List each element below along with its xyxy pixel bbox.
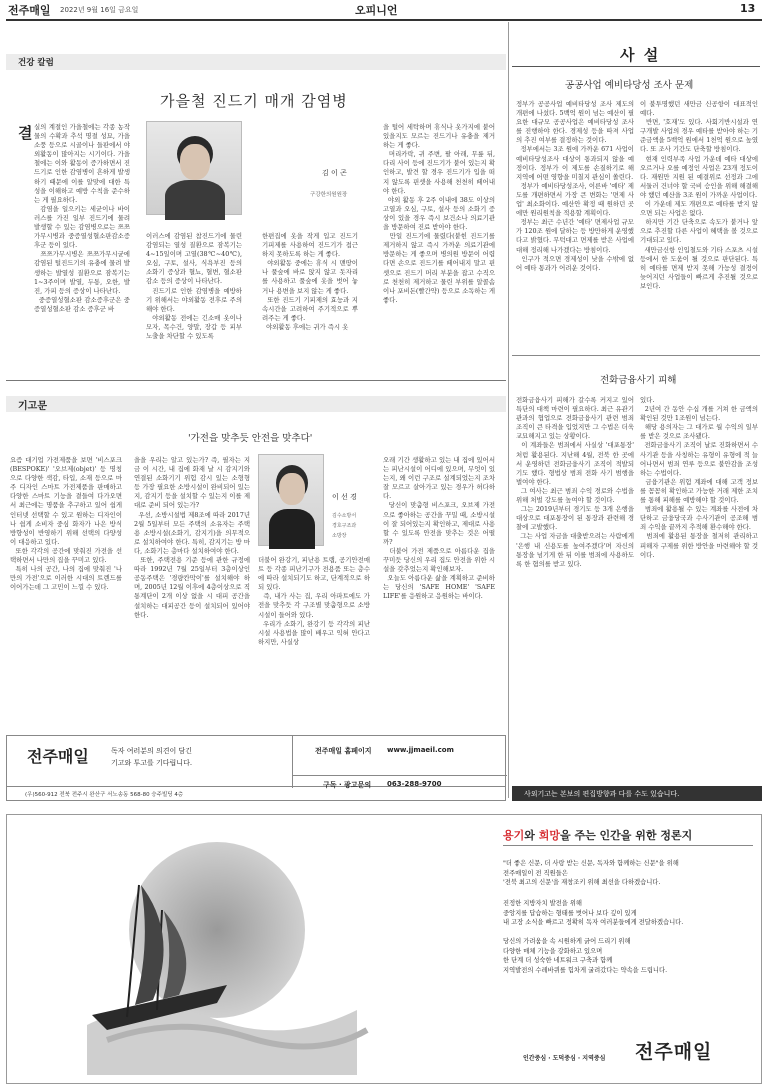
ad-headline xyxy=(503,827,692,843)
masthead-logo: 전주매일 xyxy=(8,4,51,17)
ad-frame xyxy=(6,814,762,1084)
masthead-page-number: 13 xyxy=(740,2,756,15)
author-photo xyxy=(146,121,242,215)
editorial-body-2b: 있다. 2년여 간 동안 수십 개를 거쳐 한 금액의 확인된 것만 1조원이 넘는다. 해당 용의자는 그 대가로 월 수익의 일부를 받은 것으로 조사됐다. 전화금융사기 조직이 날로 진화하면서 수사기관 등을 사칭하는 유형이 유형에 적 늘어나면서 범죄 연루 등으로 불안감을 조성하는 수법이다. 금융기관은 위험 계좌에 대해 고객 정보를 꼼꼼히 확인하고 가능한 거래 제한 조치를 통해 피해를 예방해야 할 것이다. 범죄에 활용될 수 있는 계좌를 사전에 차단하고 금융당국과 수사기관이 공조해 범죄 수익을 끝까지 추적해 환수해야 한다. 범죄에 활용된 통장을 철저히 관리하고 피해자 구제를 위한 방안을 마련해야 할 것이다. xyxy=(640,396,758,559)
gigo-title: '가전을 맞추듯 안전을 맞추다' xyxy=(188,433,313,444)
gigo-body-col2: 을을 우리는 알고 있는가? 즉, 필자는 지금 이 시간, 내 집에 화재 날 시 감지기와 연결된 소화기기 위험 감시 있는 소형형 등 가장 필요한 소방시설이 완비되어 있는지, 감지기 등을 설치할 수 있는지 이를 제대로 준비 되어 있는가? 우선, 소방시설법 제8조에 따라 2017년 2월 5일부터 모든 주택의 소유자는 주택용 소방시설(소화기, 감지기)을 의무적으로 설치하여야 한다. 특히, 감지기는 방 마다, 소화기는 층마다 설치하여야 한다. 또한, 주택전용 기준 등에 관한 규정에 따라 1992년 7월 25일부터 3층이상인 공동주택은 '경량칸막이'를 설치해야 하며, 2005년 12월 이후에 4층이상으로 직통계단이 2개 이상 없을 시 대피 공간을 설치하는 대피공간 등이 설치되어 있어야 한다. xyxy=(134,456,250,619)
editorial-body-1b: 이 불투명했던 새만금 신공항이 대표적인 예다. 반면, '호재'도 있다. 사회기반시설과 연구개발 사업의 경우 예타를 받아야 하는 기준금액을 5백억 원에서 1천억 원으로 높였다. 또 조사 기간도 단축할 방침이다. 현재 인력부족 사업 가운데 예타 대상에 오르거나 오를 예정인 사업은 23개 정도이다. 재원만 지원 된 예결위로 선정과 그에 서둘러 건너야 할 국비 승인을 위해 해결해야 했던 예산을 3조 원이 가까운 사업이다. 이 가운데 제도 개편으로 예타를 받지 않으면 되는 사업은 없다. 하지만 기간 단축으로 속도가 붙거나 앞으로 추진할 다른 사업이 혜택을 볼 것으로 기대되고 있다. 새만금신항 인입철도와 기타 스포츠 시설 등에서 한 도움이 될 것으로 판단된다. 특히 예타를 면제 받지 못해 가능성 결정이 늦어지던 사업들이 빠르게 추진될 것으로 보인다. xyxy=(640,100,758,290)
ad-headline-yong: 용기 xyxy=(503,829,525,842)
editorial-title-2: 전화금융사기 피해 xyxy=(600,375,677,386)
ad-paragraph-3: 당신의 가려움을 속 시원하게 긁어 드리기 위해 다양한 매체 기능을 강화하고 있으며 한 단계 더 성숙한 네트워크 구축과 함께 지역발전의 수레바퀴를 힘차게 굴려갔다는 약속을 드립니다. xyxy=(503,938,668,974)
gigo-category: 기고문 xyxy=(18,401,47,412)
gigo-header xyxy=(6,396,506,412)
gigo-body-col4: 오래 기간 생활하고 있는 내 집에 있어서는 피난시설이 어디에 있으며, 무엇이 있는지, 왜 이런 구조로 설계되었는지 조차 잘 모르고 살아가고 있는 경우가 허다하다. 당신이 맞춤형 비스포크, 오브제 가전으로 좋아하는 공간을 꾸밀 때, 소방시설이 잘 되어있는지 확인하고, 제대로 사용할 수 있도록 안전을 맞추는 것은 어떨까? 더불어 가전 제품으로 아름다운 집을 꾸미듯 당신의 우리 집도 안전을 위한 시설을 갖추었는지 확인해보자. 오늘도 아름다운 삶을 계획하고 준비하는 당신의 'SAFE HOME' 'SAFE LIFE'를 응원하고 응원하는 바이다. xyxy=(383,456,495,601)
health-column-body-col4: 을 털어 세탁하며 휴식나 옷가지에 붙어 있을지도 모르는 진드기나 유충을 제거하는 게 좋다. 머리카락, 귀 주변, 팔 아래, 무릎 뒤, 다리 사이 등에 진드기가 붙어 있는지 확인하고, 발견 할 경우 진드기가 입을 떠지 않도록 핀셋을 사용해 천천히 떼어내야 한다. 야외 활동 후 2주 이내에 38도 이상의 고열과 오심, 구토, 설사 등의 소화기 증상이 있을 경우 즉시 보건소나 의료기관을 방문하여 진료 받아야 한다. 만일 진드기에 물렸다(붙힌 진드기를 제거하지 않고 즉시 가까운 의료기관에 방문하는 게 좋으며 병의원 방문이 어렵다면 손으로 진드기를 떼어내지 말고 핀셋으로 진드기 머리 부분을 잡고 수직으로 천천히 제거하고 물린 부위를 알콜솜이나 포비돈(빨간약) 등으로 소독하는 게 좋다. xyxy=(383,123,495,304)
ad-logo: 전주매일 xyxy=(635,1041,713,1063)
author-name: 김 이 곤 xyxy=(322,169,347,177)
health-column-title: 가을철 진드기 매개 감염병 xyxy=(160,92,348,110)
contribute-box-line1: 독자 여러분의 의견이 담긴 xyxy=(111,747,193,755)
editorial-label: 사 설 xyxy=(620,46,661,64)
phone-number: 063-288-9700 xyxy=(387,780,442,788)
ad-paragraph-1: "더 좋은 신문, 더 사랑 받는 신문, 독자와 함께하는 신문"을 위해 전주매일이 전 직원들은 '전북 최고의 신문'을 재창조키 위해 최선을 다하겠습니다. xyxy=(503,860,679,886)
gigo-author-title3: 소방장 xyxy=(332,533,347,539)
address-bar xyxy=(6,780,506,801)
health-column-header xyxy=(6,54,506,70)
gigo-body-col3: 더불어 완강기, 피난용 트랩, 공기안전매트 등 각종 피난기구가 전용품 또는 층수에 따라 설치되기도 하고, 단계적으로 하되 있다. 즉, 내가 사는 집, 우리 아파트에도 가전을 맞추듯 각 구조별 맞춤형으로 소방시설이 들어와 있다. 우리가 소화기, 완강기 등 각각의 피난시설 사용법을 많이 배우고 익혀 안다고 하지만, 사실상 xyxy=(258,556,370,646)
contribute-box-line2: 기고와 투고를 기다립니다. xyxy=(111,759,193,767)
phone-label: 구독 · 광고문의 xyxy=(323,781,372,789)
gigo-body-col1: 요즘 대기업 가전제품을 보면 '비스포크(BESPOKE)' '오브제(objet)' 등 명칭으로 다양한 색감, 타입, 소재 등으로 마주 디자인 스마트 가전제품을 판매하고 다양한 스마트 기능을 곁들여 다가오면서 최근에는 명품을 추구하고 있어 쉽게 인터넷 선택할 수 있고 원하는 디자인이나 쉽게 소비자 중심 화자가 나은 방식 방향성이 반영하기 위해 선택의 다양성이 대응하고 있다. 또한 각각의 공간에 맞춰진 가전을 선택하면서 나만의 집을 꾸미고 있다. 특히 나의 공간, 나의 집에 맞춰진 '나만의 가전'으로 이러한 시대의 트렌드를 이어가는데 그 고민이 느낄 수 있다. xyxy=(10,456,122,592)
homepage-label: 전주매일 홈페이지 xyxy=(315,747,372,755)
ad-slogan: 인간중심 · 도덕중심 · 지역중심 xyxy=(523,1055,606,1062)
gigo-author-title1: 김수소방서 xyxy=(332,513,357,519)
health-column-category: 건강 칼럼 xyxy=(18,58,54,68)
author-title: 구강한의원원장 xyxy=(310,192,348,198)
contribute-box-address: (우)560-912 전북 전주시 완산구 서노송동 568-80 승주빌딩 4층 xyxy=(25,792,184,798)
dropcap: 결 xyxy=(18,124,33,142)
gigo-author-photo xyxy=(258,454,324,546)
editorial-note: 사외기고는 본보의 편집방향과 다를 수도 있습니다. xyxy=(512,786,762,801)
ad-headline-hope: 희망 xyxy=(538,829,560,842)
health-column-body-col1: 실의 계절인 가을철에는 각종 농작물의 수확과 추석 명절 성묘, 가을소풍 등으로 시골이나 들판에서 야외활동이 많아지는 시기이다. 가을철에는 이와 활동이 증가하면서 진드기로 인한 감염병이 흔하게 발생하기 때문에 이를 알맞에 대한 특성을 이해하고 예방 수칙을 준수하는 게 필요하다. 감염을 일으키는 세균이나 바이러스를 가진 일부 진드기에 물려 발생할 수 있는 감염병으로는 쯔쯔가무시병과 중증열성혈소판감소증후군 등이 있다. 쯔쯔가무시병은 쯔쯔가무시균에 감염된 털진드기의 유충에 물려 발생하는 발열성 질환으로 잠복기는 1~3주이며 발열, 두통, 오한, 발진, 가피 등의 증상이 나타난다. 중증열성혈소판 감소증후군은 중증열성혈소판 감소 증후군 바 xyxy=(34,123,130,313)
ad-headline-rest: 을 주는 인간을 위한 정론지 xyxy=(560,829,693,842)
ad-paragraph-2: 진정한 지방자치 발전을 위해 중앙지를 답습하는 형태를 벗어나 보다 깊이 있게 내 고장 소식을 빠르고 정확히 독자 여러분들에게 전달하겠습니다. xyxy=(503,900,684,926)
contribute-box-logo: 전주매일 xyxy=(27,747,89,766)
masthead-section: 오피니언 xyxy=(355,4,398,17)
editorial-body-1a: 정부가 공공사업 예비타당성 조사 제도의 개편에 나섰다. 5백억 원이 넘는 예산이 필요한 대규모 공공사업은 예비타당성 조사를 진행하야 한다. 경제성 등을 따져 사업의 추진 여부를 결정하는 것이다. 정부에서는 3조 원에 가까운 671 사업이 예비타당성조사 대상이 통과되지 않을 예정이다. 정부가 이 제도를 손질하기로 해 지역에 어떤 영향을 미칠지 관심이 쏠린다. 정부가 예비타당성조사, 이른바 '예타' 제도를 개편하면서 가장 큰 변화는 '면제 사업' 최소화이다. 예산안 확정 때 원하던 곳에만 원리원칙을 적용할 계획이다. 정부는 최근 수년간 '예타' 면제사업 규모가 120조 원에 달하는 등 방만하게 운영했다고 밝혔다. 무턱대고 면제를 받은 사업에 대해 정리해 나가겠다는 방침이다. 인구가 적으면 경제성이 낮을 수밖에 없어 예타 통과가 어려운 것이다. xyxy=(516,100,634,272)
homepage-url[interactable]: www.jjmaeil.com xyxy=(387,746,454,754)
health-column-body-col2: 이러스에 감염된 참진드기에 물린 감염되는 열성 질환으로 잠복기는 4~15일이며 고열(38℃~40℃), 오심, 구토, 설사, 식욕부진 등의 소화기 증상과 혈뇨, 혈변, 혈소판 감소 등의 증상이 나타난다. 진드기로 인한 감염병을 예방하기 위해서는 야외활동 전후로 주의해야 한다. 야외활동 전에는 긴소매 옷이나 모자, 목수건, 양말, 장갑 등 피부 노출을 차단할 수 있도록 xyxy=(146,232,242,341)
gigo-author-name: 이 선 경 xyxy=(332,493,357,501)
ship-illustration xyxy=(67,825,367,1075)
gigo-author-title2: 경호구조과 xyxy=(332,523,357,529)
health-column-body-col3: 한편집에 옷을 작게 입고 진드기 기피제를 사용하여 진드기가 접근하지 못하도록 하는 게 좋다. 야외활동 중에는 휴식 시 맨땅이나 풀숲에 바로 앉지 않고 돗자리를 사용하고 풀숲에 옷을 벗어 놓거나 용변을 보지 않는 게 좋다. 또한 진드기 기피제의 효능과 지속시간을 고려하여 주기적으로 뿌려주는 게 좋다. 야외활동 후에는 귀가 즉시 옷 xyxy=(262,232,358,331)
masthead-date: 2022년 9월 16일 금요일 xyxy=(60,6,139,14)
editorial-title-1: 공공사업 예비타당성 조사 문제 xyxy=(565,80,694,91)
editorial-body-2a: 전화금융사기 피해가 갈수록 커지고 있어 특단의 대책 마련이 필요하다. 최근 유관기관과의 협업으로 전화금융사기 관련 범죄 조직이 큰 타격을 입었지만 그 수법은 더욱 교묘해지고 있는 상황이다. 이 계좌들은 범죄에서 사실상 '대포통장' 처럼 활용된다. 지난해 4월, 전북 한 곳에서 운영하던 전화금융사기 조직이 적발되기도 했다. 형법상 범죄 전화 사기 범행을 벌여야 한다. 그 여사는 최근 범죄 수익 경로와 수법을 위해 처벌 강도를 높여야 할 것이다. 그는 2019년부터 경기도 등 3개 은행을 대상으로 대포통장이 된 통장과 관련해 경찰에 고발했다. 그는 사업 자금을 대출받으려는 사람에게 '은행 내 신용도를 높여주겠다'며 자신의 통장을 넘기게 한 뒤 이를 범죄에 사용하도록 한 혐의를 받고 있다. xyxy=(516,396,634,568)
ad-headline-wa: 와 xyxy=(524,829,539,842)
